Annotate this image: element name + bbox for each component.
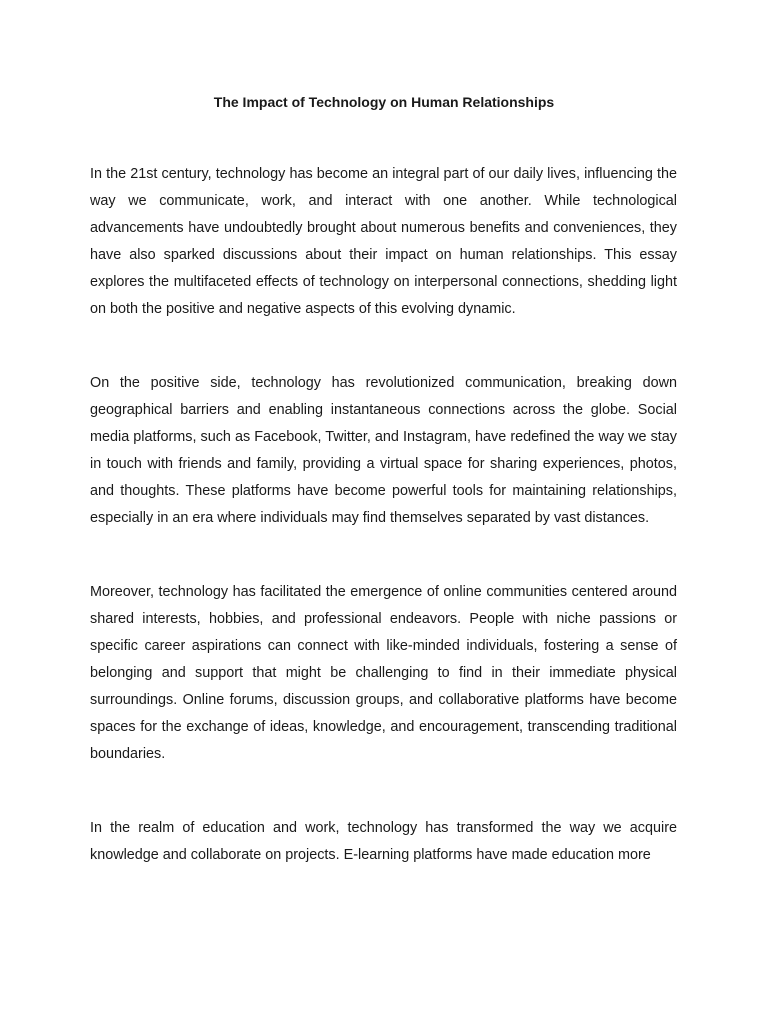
paragraph-education-work: In the realm of education and work, technology has transformed the way we acquire knowledge and collaborate on projects. E-learning platforms have made education more xyxy=(90,820,677,863)
paragraph-positive-side: On the positive side, technology has revolutionized communication, breaking down geographical barriers and enabling instantaneous connections across the globe. Social media platforms, such as Facebook, Twitter, and Instagram, have redefined the way we stay in touch with friends and family, providing a virtual space for sharing experiences, photos, and thoughts. These platforms have become powerful tools for maintaining relationships, especially in an era where individuals may find themselves separated by vast distances. xyxy=(90,375,677,526)
document-title: The Impact of Technology on Human Relationships xyxy=(213,94,555,110)
paragraph-online-communities: Moreover, technology has facilitated the emergence of online communities centered around shared interests, hobbies, and professional endeavors. People with niche passions or specific career aspirations can connect with like-minded individuals, fostering a sense of belonging and support that might be challenging to find in their immediate physical surroundings. Online forums, discussion groups, and collaborative platforms have become spaces for the exchange of ideas, knowledge, and encouragement, transcending traditional boundaries. xyxy=(90,584,677,762)
paragraph-intro: In the 21st century, technology has become an integral part of our daily lives, influencing the way we communicate, work, and interact with one another. While technological advancements have undoubtedly brought about numerous benefits and conveniences, they have also sparked discussions about their impact on human relationships. This essay explores the multifaceted effects of technology on interpersonal connections, shedding light on both the positive and negative aspects of this evolving dynamic. xyxy=(90,166,677,317)
document-body xyxy=(90,161,677,916)
